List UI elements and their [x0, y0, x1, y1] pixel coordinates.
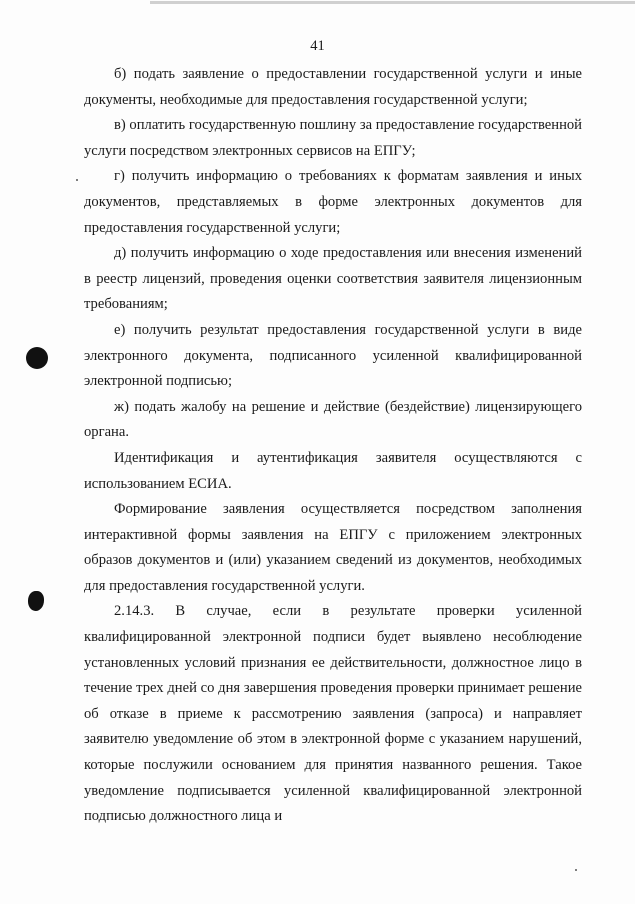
paragraph-item-v: в) оплатить государственную пошлину за предоставление государственной услуги посредством электронных сервисов на ЕПГУ; — [84, 117, 582, 159]
scan-edge — [150, 1, 635, 4]
document-body — [84, 62, 582, 830]
scan-speck — [575, 869, 577, 871]
paragraph-item-d: д) получить информацию о ходе предоставления или внесения изменений в реестр лицензий, проведения оценки соответствия заявителя лицензионным требованиям; — [84, 245, 582, 313]
paragraph-item-e: е) получить результат предоставления государственной услуги в виде электронного документа, подписанного усиленной квалифицированной электронной подписью; — [84, 321, 582, 390]
paragraph-item-g: г) получить информацию о требованиях к форматам заявления и иных документов, представляемых в форме электронных документов для предоставления государственной услуги; — [84, 168, 582, 236]
punch-hole-mark — [26, 347, 48, 369]
punch-hole-mark — [28, 591, 44, 611]
paragraph-identification: Идентификация и аутентификация заявителя осуществляются с использованием ЕСИА. — [84, 449, 582, 492]
paragraph-section-2-14-3: 2.14.3. В случае, если в результате проверки усиленной квалифицированной электронной подписи будет выявлено несоблюдение установленных условий признания ее действительности, должностное лицо в течение трех дней со дня завершения проведения проверки принимает решение об отказе в приеме к рассмотрению заявления (запроса) и направляет заявителю уведомление об этом в электронной форме с указанием нарушений, которые послужили основанием для принятия названного решения. Такое уведомление подписывается усиленной квалифицированной электронной подписью должностного лица и — [84, 603, 582, 825]
paragraph-item-zh: ж) подать жалобу на решение и действие (бездействие) лицензирующего органа. — [84, 398, 582, 441]
scan-speck — [76, 179, 78, 181]
paragraph-application-forming: Формирование заявления осуществляется посредством заполнения интерактивной формы заявления на ЕПГУ с приложением электронных образов документов и (или) указанием сведений из документов, необходимых для предоставления государственной услуги. — [84, 501, 582, 594]
paragraph-item-b: б) подать заявление о предоставлении государственной услуги и иные документы, необходимые для предоставления государственной услуги; — [84, 66, 582, 108]
page-number: 41 — [310, 38, 325, 54]
